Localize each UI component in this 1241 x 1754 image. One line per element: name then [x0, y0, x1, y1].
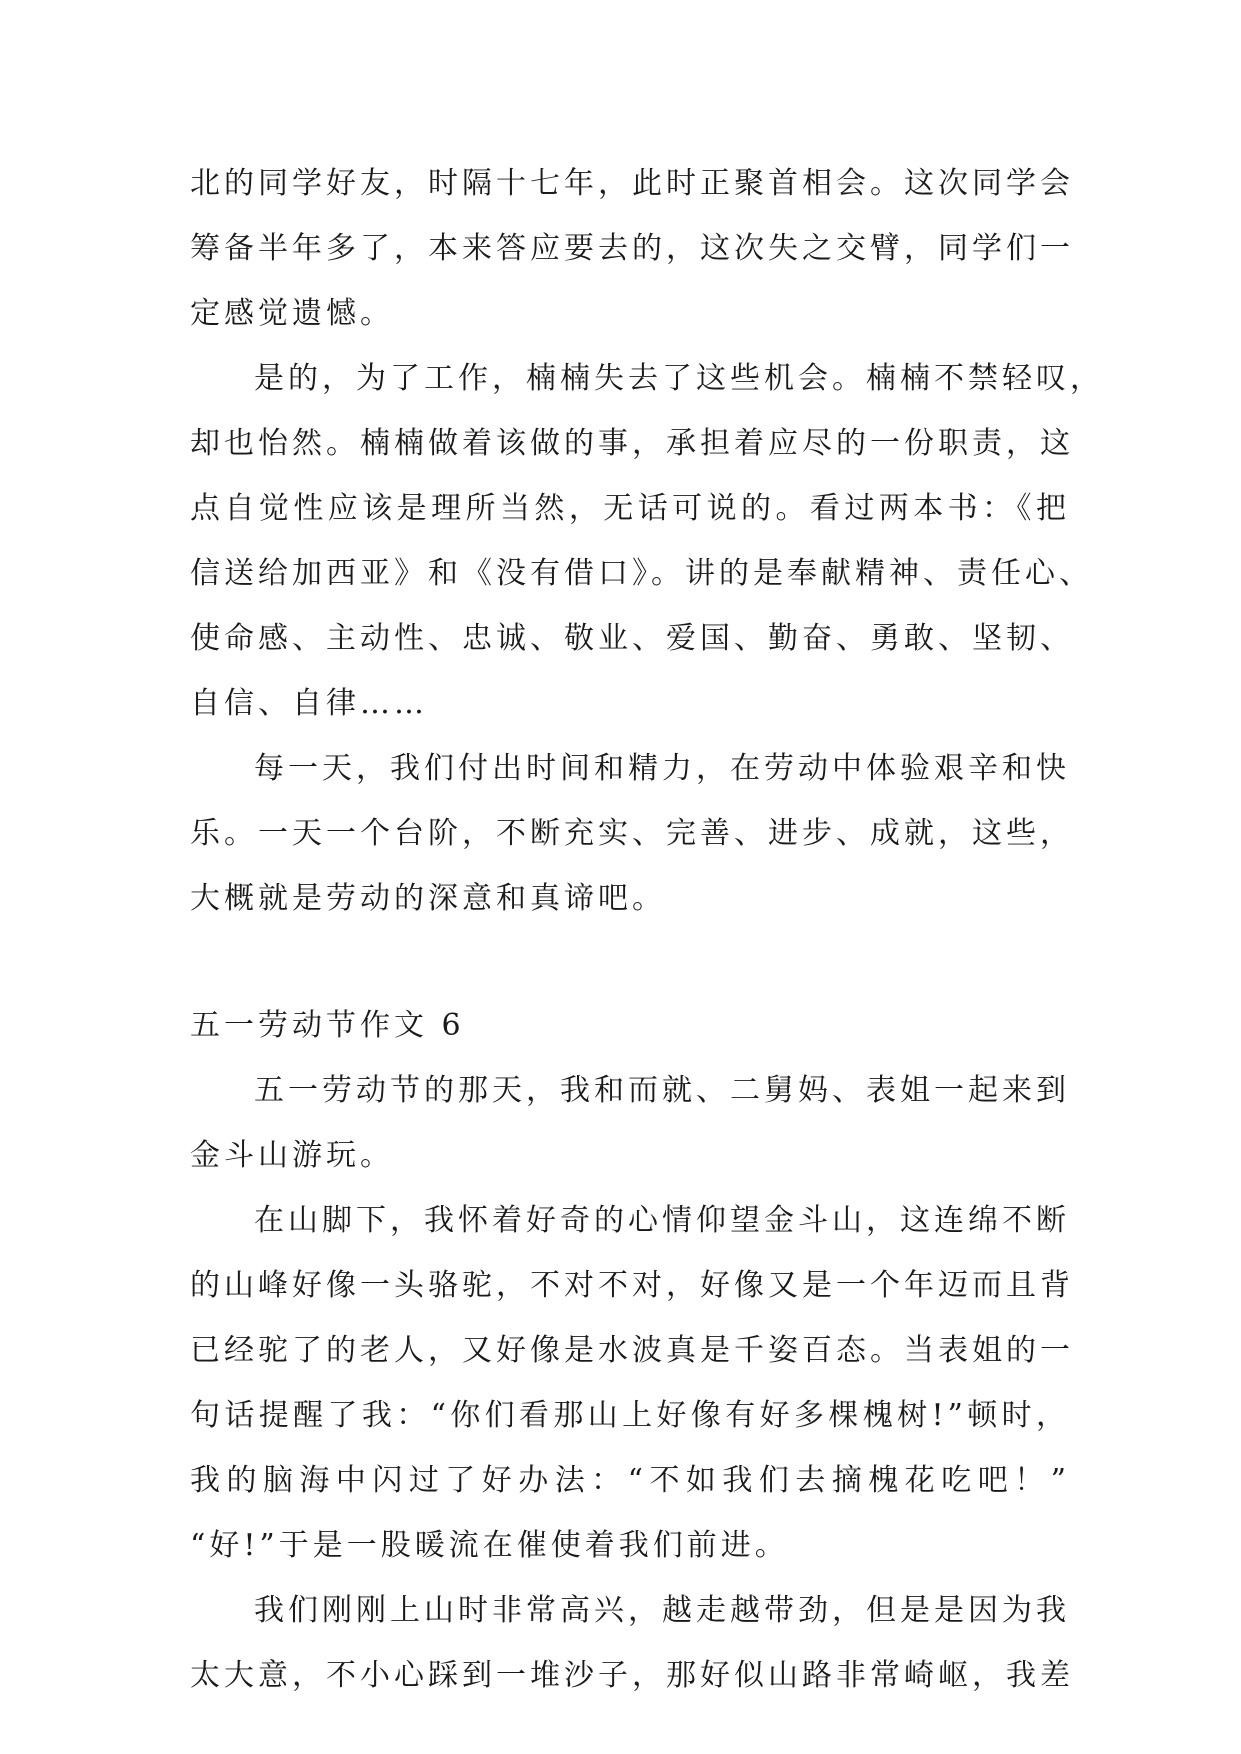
paragraph	[190, 1197, 1074, 1587]
text-line: 点自觉性应该是理所当然，无话可说的。看过两本书：《把	[190, 491, 1070, 526]
paragraph	[190, 1067, 1070, 1197]
text-line: 在山脚下，我怀着好奇的心情仰望金斗山，这连绵不断	[254, 1203, 1070, 1238]
text-line: 定感觉遗憾。	[190, 296, 394, 331]
text-line: 大概就是劳动的深意和真谛吧。	[190, 881, 666, 916]
text-line: 我们刚刚上山时非常高兴，越走越带劲，但是是因为我	[254, 1593, 1070, 1628]
paragraph	[190, 745, 1074, 940]
text-line: 我的脑海中闪过了好办法：“不如我们去摘槐花吃吧！”	[190, 1463, 1070, 1498]
section-gap	[190, 940, 1070, 1002]
text-line: “好!”于是一股暖流在催使着我们前进。	[190, 1528, 789, 1563]
text-line: 每一天，我们付出时间和精力，在劳动中体验艰辛和快	[254, 751, 1070, 786]
text-line: 信送给加西亚》和《没有借口》。讲的是奉献精神、责任心、	[190, 556, 1093, 591]
text-line: 是的，为了工作，楠楠失去了这些机会。楠楠不禁轻叹，	[254, 361, 1104, 396]
paragraph	[190, 1587, 1074, 1717]
text-line: 乐。一天一个台阶，不断充实、完善、进步、成就，这些，	[190, 816, 1074, 851]
text-line: 自信、自律……	[190, 686, 428, 721]
text-line: 筹备半年多了，本来答应要去的，这次失之交臂，同学们一	[190, 231, 1074, 266]
document-page	[190, 160, 1104, 1717]
text-line: 句话提醒了我：“你们看那山上好像有好多棵槐树!”顿时，	[190, 1398, 1070, 1433]
text-line: 使命感、主动性、忠诚、敬业、爱国、勤奋、勇敢、坚韧、	[190, 621, 1074, 656]
paragraph	[190, 160, 1074, 355]
text-line: 五一劳动节的那天，我和而就、二舅妈、表姐一起来到	[254, 1073, 1070, 1108]
text-line: 北的同学好友，时隔十七年，此时正聚首相会。这次同学会	[190, 166, 1074, 201]
text-line: 金斗山游玩。	[190, 1138, 394, 1173]
text-line: 的山峰好像一头骆驼，不对不对，好像又是一个年迈而且背	[190, 1268, 1074, 1303]
text-line: 太大意，不小心踩到一堆沙子，那好似山路非常崎岖，我差	[190, 1658, 1074, 1693]
paragraph	[190, 355, 1104, 745]
text-line: 已经驼了的老人，又好像是水波真是千姿百态。当表姐的一	[190, 1333, 1074, 1368]
section-title: 五一劳动节作文 6	[190, 1008, 465, 1043]
text-line: 却也怡然。楠楠做着该做的事，承担着应尽的一份职责，这	[190, 426, 1074, 461]
